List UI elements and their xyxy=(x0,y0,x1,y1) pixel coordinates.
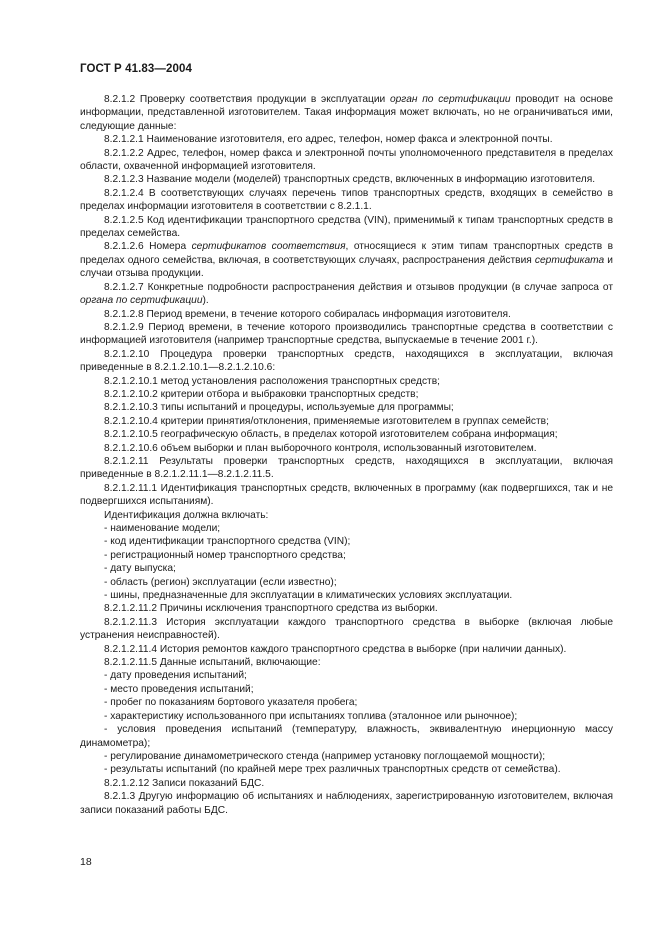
text-run: 8.2.1.2.10.3 типы испытаний и процедуры, используемые для программы; xyxy=(104,402,454,414)
text-run: - дату выпуска; xyxy=(104,563,176,575)
paragraph xyxy=(80,549,613,562)
text-run: 8.2.1.2.5 Код идентификации транспортного средства (VIN), применимый к типам транспортных средств в пределах семейства. xyxy=(80,214,613,240)
text-run: 8.2.1.2.10.6 объем выборки и план выборочного контроля, использованный изготовителем. xyxy=(104,442,537,454)
paragraph xyxy=(80,562,613,575)
paragraph xyxy=(80,348,613,375)
text-run: 8.2.1.2.10.1 метод установления расположения транспортных средств; xyxy=(104,375,440,387)
paragraph xyxy=(80,281,613,308)
italic-term: органа по сертификации xyxy=(80,295,203,307)
text-run: - наименование модели; xyxy=(104,523,221,534)
text-run: 8.2.1.2.10.4 критерии принятия/отклонения, применяемые изготовителем в группах семейств; xyxy=(104,415,549,427)
paragraph xyxy=(80,750,613,763)
paragraph xyxy=(80,535,613,548)
text-run: ). xyxy=(202,295,209,307)
text-run: 8.2.1.2.11 Результаты проверки транспортных средств, находящихся в эксплуатации, включая приведенные в 8.2.1.2.11.1—8.2.1.2.11.5. xyxy=(80,455,613,481)
paragraph xyxy=(80,455,613,482)
text-run: 8.2.1.2.11.4 История ремонтов каждого транспортного средства в выборке (при наличии данных). xyxy=(104,643,567,655)
text-run: - условия проведения испытаний (температуру, влажность, эквивалентную инерционную массу динамометра); xyxy=(80,724,613,749)
text-run: 8.2.1.3 Другую информацию об испытаниях и наблюдениях, зарегистрированную изготовителем, включая записи показаний работы БДС. xyxy=(80,791,613,816)
paragraph xyxy=(80,589,613,602)
document-header: ГОСТ Р 41.83—2004 xyxy=(80,63,192,75)
text-run: 8.2.1.2.11.3 История эксплуатации каждого транспортного средства в выборке (включая любые устранения неисправностей). xyxy=(80,616,613,642)
paragraph xyxy=(80,240,613,280)
text-run: 8.2.1.2.12 Записи показаний БДС. xyxy=(104,777,265,789)
text-run: - регулирование динамометрического стенда (например установку поглощаемой мощности); xyxy=(104,750,546,762)
text-run: 8.2.1.2.2 Адрес, телефон, номер факса и электронной почты уполномоченного представителя в пределах области, охваченной информацией изготовителя. xyxy=(80,147,613,173)
paragraph xyxy=(80,187,613,214)
paragraph xyxy=(80,763,613,776)
paragraph xyxy=(80,509,613,522)
text-run: 8.2.1.2 Проверку соответствия продукции в эксплуатации xyxy=(104,94,390,105)
paragraph xyxy=(80,442,613,455)
text-run: 8.2.1.2.9 Период времени, в течение которого производились транспортные средства в соответствии с информацией изготовителя (например транспортные средства, выпускаемые в течение 2001 г.). xyxy=(80,321,613,347)
text-run: - пробег по показаниям бортового указателя пробега; xyxy=(104,697,358,709)
paragraph xyxy=(80,321,613,348)
text-run: проводит на основе информации, представленной изготовителем. Такая информация может включать, но не ограничиваться ими, следующие данные: xyxy=(80,94,613,132)
text-run: 8.2.1.2.10.5 географическую область, в пределах которой изготовителем собрана информация; xyxy=(104,429,558,441)
paragraph xyxy=(80,669,613,682)
text-run: 8.2.1.2.10.2 критерии отбора и выбраковки транспортных средств; xyxy=(104,388,419,400)
text-run: 8.2.1.2.1 Наименование изготовителя, его адрес, телефон, номер факса и электронной почты. xyxy=(104,134,553,146)
text-run: 8.2.1.2.10 Процедура проверки транспортных средств, находящихся в эксплуатации, включая приведенные в 8.2.1.2.10.1—8.2.1.2.10.6: xyxy=(80,348,613,374)
text-run: Идентификация должна включать: xyxy=(104,509,269,521)
paragraph xyxy=(80,656,613,669)
paragraph xyxy=(80,401,613,414)
text-run: - дату проведения испытаний; xyxy=(104,670,247,682)
text-run: 8.2.1.2.6 Номера xyxy=(104,241,192,253)
text-run: 8.2.1.2.4 В соответствующих случаях перечень типов транспортных средств, входящих в семейство в пределах информации изготовителя в соответствии с 8.2.1.1. xyxy=(80,187,613,213)
text-run: - результаты испытаний (по крайней мере трех различных транспортных средств от семейства). xyxy=(104,764,561,776)
text-run: 8.2.1.2.11.2 Причины исключения транспортного средства из выборки. xyxy=(104,603,438,615)
text-run: 8.2.1.2.11.1 Идентификация транспортных средств, включенных в программу (как подвергшихся, так и не подвергшихся испытаниям). xyxy=(80,482,613,508)
paragraph xyxy=(80,616,613,643)
italic-term: сертификата xyxy=(534,254,605,266)
paragraph xyxy=(80,723,613,750)
paragraph xyxy=(80,777,613,790)
paragraph xyxy=(80,428,613,441)
paragraph xyxy=(80,696,613,709)
paragraph xyxy=(80,482,613,509)
text-run: - код идентификации транспортного средства (VIN); xyxy=(104,536,351,548)
italic-term: сертификатов соответствия xyxy=(191,241,346,253)
text-run: , относящиеся к этим типам транспортных средств в пределах одного семейства, включая, в соответствующих случаях, распространения действия xyxy=(80,241,613,266)
paragraph xyxy=(80,790,613,817)
paragraph xyxy=(80,522,613,535)
paragraph xyxy=(80,173,613,186)
paragraph xyxy=(80,308,613,321)
paragraph xyxy=(80,214,613,241)
paragraph xyxy=(80,415,613,428)
document-body xyxy=(80,93,613,817)
text-run: - характеристику использованного при испытаниях топлива (эталонное или рыночное); xyxy=(104,710,518,722)
paragraph xyxy=(80,388,613,401)
paragraph xyxy=(80,683,613,696)
text-run: - место проведения испытаний; xyxy=(104,683,254,695)
text-run: и случаи отзыва продукции. xyxy=(80,254,613,280)
paragraph xyxy=(80,93,613,133)
paragraph xyxy=(80,133,613,146)
paragraph xyxy=(80,147,613,174)
text-run: - регистрационный номер транспортного средства; xyxy=(104,549,346,561)
paragraph xyxy=(80,576,613,589)
paragraph xyxy=(80,375,613,388)
text-run: 8.2.1.2.8 Период времени, в течение которого собиралась информация изготовителя. xyxy=(104,308,511,320)
paragraph xyxy=(80,602,613,615)
page-number: 18 xyxy=(80,856,92,868)
text-run: - шины, предназначенные для эксплуатации в климатических условиях эксплуатации. xyxy=(104,590,513,602)
paragraph xyxy=(80,643,613,656)
italic-term: орган по сертификации xyxy=(389,94,511,105)
paragraph xyxy=(80,710,613,723)
text-run: - область (регион) эксплуатации (если известно); xyxy=(104,576,337,588)
text-run: 8.2.1.2.3 Название модели (моделей) транспортных средств, включенных в информацию изготовителя. xyxy=(104,174,596,186)
text-run: 8.2.1.2.7 Конкретные подробности распространения действия и отзывов продукции (в случае запроса от xyxy=(104,281,613,293)
text-run: 8.2.1.2.11.5 Данные испытаний, включающие: xyxy=(104,657,321,669)
